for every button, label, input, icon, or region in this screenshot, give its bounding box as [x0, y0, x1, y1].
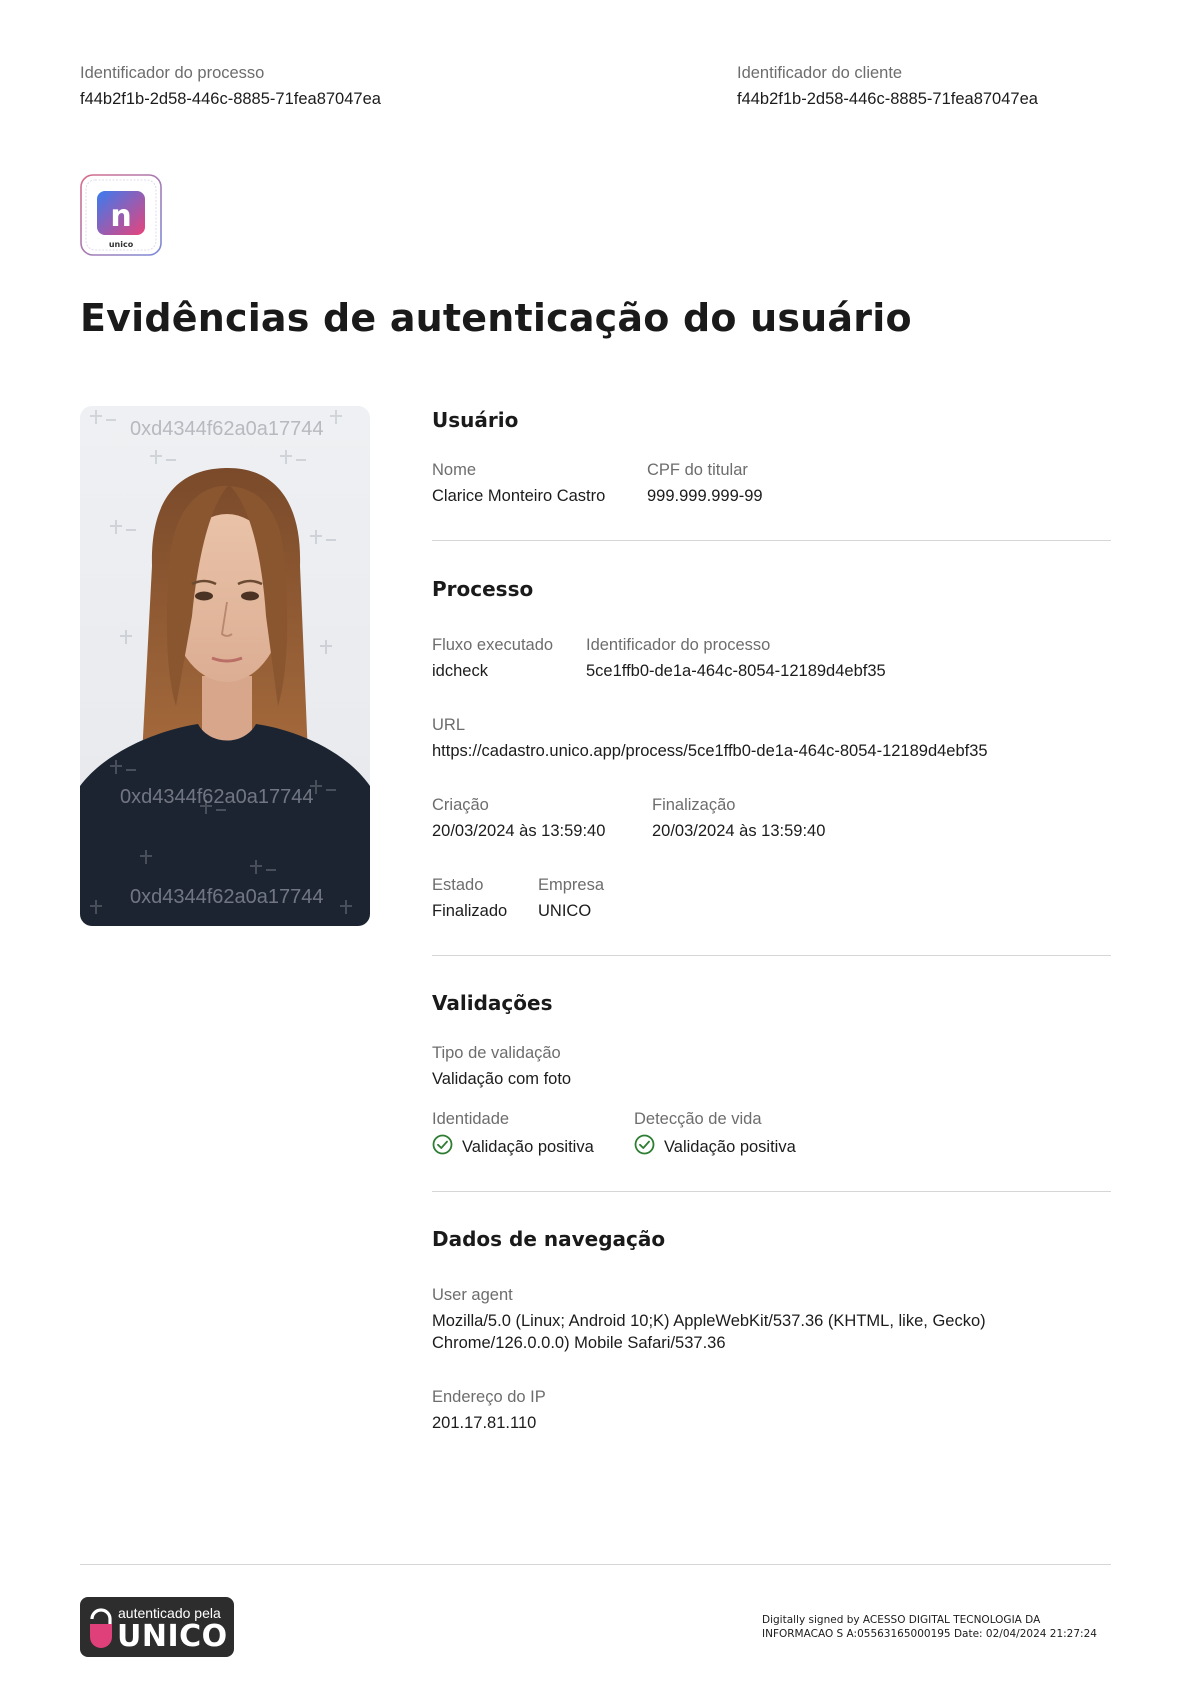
- badge-top-text: autenticado pela: [118, 1605, 221, 1621]
- svg-text:unico: unico: [108, 240, 134, 249]
- photo-watermark-text: 0xd4344f62a0a17744: [120, 786, 314, 808]
- digital-signature-line-1: Digitally signed by ACESSO DIGITAL TECNOLOGIA DA: [762, 1614, 1041, 1626]
- identity-label: Identidade: [432, 1110, 510, 1128]
- name-label: Nome: [432, 461, 477, 479]
- badge-brand-text: UNICO: [117, 1619, 228, 1654]
- footer-divider: [80, 1564, 1111, 1565]
- finished-value: 20/03/2024 às 13:59:40: [652, 822, 826, 840]
- created-label: Criação: [432, 796, 489, 814]
- user-agent-line-1: Mozilla/5.0 (Linux; Android 10;K) AppleWebKit/537.36 (KHTML, like, Gecko): [432, 1312, 986, 1330]
- client-id-label: Identificador do cliente: [737, 64, 903, 82]
- company-value: UNICO: [538, 902, 592, 920]
- photo-watermark-text: 0xd4344f62a0a17744: [130, 418, 324, 440]
- photo-watermark-text: 0xd4344f62a0a17744: [130, 886, 324, 908]
- ip-label: Endereço do IP: [432, 1388, 546, 1406]
- validation-type-label: Tipo de validação: [432, 1044, 561, 1062]
- svg-text:n: n: [110, 199, 132, 234]
- check-circle-icon: [432, 1134, 453, 1161]
- divider: [432, 1191, 1111, 1192]
- check-circle-icon: [634, 1134, 655, 1161]
- user-photo: [80, 406, 370, 926]
- process-id-label-2: Identificador do processo: [586, 636, 771, 654]
- divider: [432, 540, 1111, 541]
- liveness-label: Detecção de vida: [634, 1110, 762, 1128]
- page-title: Evidências de autenticação do usuário: [80, 296, 912, 340]
- flow-label: Fluxo executado: [432, 636, 554, 654]
- url-value[interactable]: https://cadastro.unico.app/process/5ce1ffb0-de1a-464c-8054-12189d4ebf35: [432, 742, 988, 760]
- digital-signature-line-2: INFORMACAO S A:05563165000195 Date: 02/04/2024 21:27:24: [762, 1628, 1097, 1640]
- ip-value: 201.17.81.110: [432, 1414, 537, 1432]
- user-agent-label: User agent: [432, 1286, 513, 1304]
- state-value: Finalizado: [432, 902, 508, 920]
- section-heading-validacoes: Validações: [432, 991, 553, 1015]
- identity-status: [432, 1134, 594, 1161]
- divider: [432, 955, 1111, 956]
- cpf-value: 999.999.999-99: [647, 487, 763, 505]
- certified-seal-logo: [80, 174, 162, 256]
- url-label: URL: [432, 716, 466, 734]
- process-id-value-2: 5ce1ffb0-de1a-464c-8054-12189d4ebf35: [586, 662, 886, 680]
- identity-value: Validação positiva: [462, 1137, 594, 1156]
- liveness-status: [634, 1134, 796, 1161]
- validation-type-value: Validação com foto: [432, 1070, 572, 1088]
- process-id-label: Identificador do processo: [80, 64, 265, 82]
- name-value: Clarice Monteiro Castro: [432, 487, 606, 505]
- state-label: Estado: [432, 876, 484, 894]
- client-id-value: f44b2f1b-2d58-446c-8885-71fea87047ea: [737, 90, 1038, 108]
- liveness-value: Validação positiva: [664, 1137, 796, 1156]
- flow-value: idcheck: [432, 662, 488, 680]
- cpf-label: CPF do titular: [647, 461, 748, 479]
- finished-label: Finalização: [652, 796, 736, 814]
- section-heading-usuario: Usuário: [432, 408, 519, 432]
- section-heading-navegacao: Dados de navegação: [432, 1227, 666, 1251]
- created-value: 20/03/2024 às 13:59:40: [432, 822, 606, 840]
- photo-watermark-pattern: [80, 406, 370, 926]
- authenticated-by-unico-badge: [80, 1597, 234, 1657]
- user-agent-line-2: Chrome/126.0.0.0) Mobile Safari/537.36: [432, 1334, 726, 1352]
- company-label: Empresa: [538, 876, 605, 894]
- process-id-value: f44b2f1b-2d58-446c-8885-71fea87047ea: [80, 90, 381, 108]
- section-heading-processo: Processo: [432, 577, 534, 601]
